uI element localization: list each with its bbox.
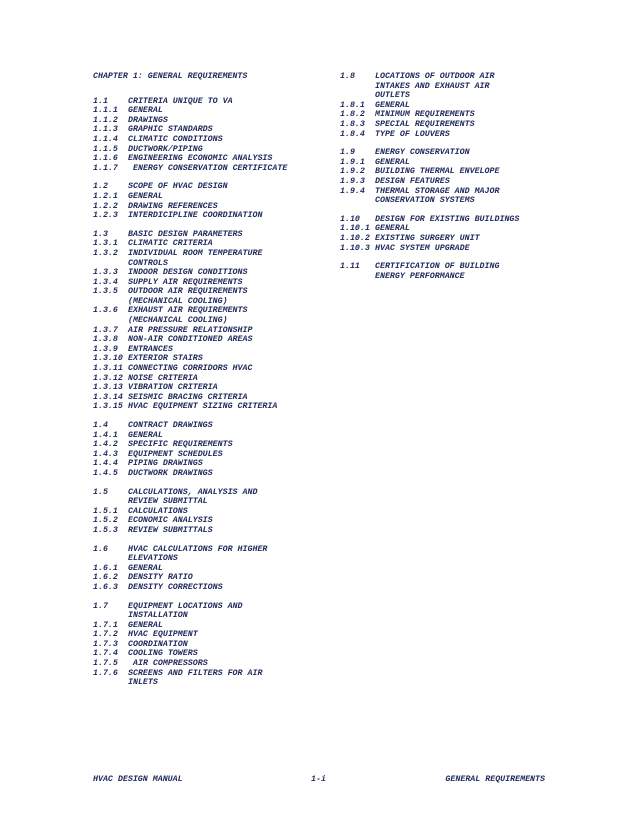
toc-section-title: ENERGY CONSERVATION [375,148,470,158]
toc-entry [93,116,325,126]
toc-entry-number: 1.10.1 [340,224,370,234]
toc-entry-number: 1.9.3 [340,176,365,186]
toc-entry [340,187,560,206]
toc-entry-title: INDOOR DESIGN CONDITIONS [128,268,248,278]
toc-section-heading [340,72,560,101]
toc-entry-number: 1.7.2 [93,630,118,640]
toc-section-number: 1.8 [340,72,355,81]
toc-left-sections [93,97,325,688]
toc-entry [93,278,325,288]
toc-section [340,148,560,206]
toc-entry-number: 1.8.3 [340,119,365,129]
toc-entry [340,101,560,111]
toc-section-title: CRITERIA UNIQUE TO VA [128,96,233,106]
toc-entry [93,459,325,469]
toc-entry-title: INTERDICIPLINE COORDINATION [128,211,263,221]
toc-entry-number: 1.6.3 [93,582,118,592]
chapter-title: CHAPTER 1: GENERAL REQUIREMENTS [93,72,248,81]
toc-section [340,72,560,139]
toc-entry-number: 1.3.13 [93,383,123,393]
toc-entry-title: THERMAL STORAGE AND MAJOR CONSERVATION SYSTEMS [375,186,500,206]
toc-section-title: BASIC DESIGN PARAMETERS [128,229,243,239]
toc-entry [93,516,325,526]
toc-entry [93,106,325,116]
toc-entry-number: 1.3.14 [93,392,123,402]
toc-entry-title: CLIMATIC CONDITIONS [128,134,223,144]
toc-section-title: CONTRACT DRAWINGS [128,421,213,430]
toc-entry [93,450,325,460]
toc-section-heading [93,488,325,507]
toc-section-number: 1.6 [93,544,108,554]
toc-section [93,230,325,412]
toc-entry-number: 1.4.3 [93,449,118,459]
toc-entry-number: 1.4.5 [93,468,118,478]
toc-entry [93,469,325,479]
toc-section-heading [93,602,325,621]
toc-entry [93,383,325,393]
toc-entry-title: COORDINATION [128,639,188,649]
toc-entry [93,440,325,450]
toc-entry [93,135,325,145]
toc-section-title: SCOPE OF HVAC DESIGN [128,182,228,192]
toc-entry [93,526,325,536]
toc-section [93,602,325,688]
toc-entry-number: 1.3.9 [93,344,118,354]
toc-entry-number: 1.1.7 [93,163,118,173]
toc-entry-title: NON-AIR CONDITIONED AREAS [128,335,253,345]
toc-entry-title: SEISMIC BRACING CRITERIA [128,392,248,402]
toc-entry-number: 1.3.1 [93,239,118,249]
toc-entry-title: AIR COMPRESSORS [128,659,208,669]
toc-entry [93,393,325,403]
toc-entry [93,621,325,631]
toc-entry [93,630,325,640]
toc-entry-title: SPECIAL REQUIREMENTS [375,119,475,129]
toc-entry-number: 1.5.1 [93,506,118,516]
toc-entry-title: GENERAL [375,157,410,167]
toc-entry-title: DENSITY RATIO [128,573,193,583]
toc-entry [340,234,560,244]
toc-section [93,97,325,174]
toc-entry-number: 1.2.3 [93,211,118,221]
toc-entry [93,354,325,364]
toc-entry [93,145,325,155]
toc-entry-number: 1.5.2 [93,516,118,526]
toc-entry-title: OUTDOOR AIR REQUIREMENTS (MECHANICAL COOLING) [128,287,248,306]
toc-entry-title: AIR PRESSURE RELATIONSHIP [128,325,253,335]
toc-entry-title: ECONOMIC ANALYSIS [128,516,213,526]
toc-entry [340,244,560,254]
footer-manual-title: HVAC DESIGN MANUAL [93,775,183,784]
toc-section-heading [340,148,560,158]
toc-entry-number: 1.9.1 [340,157,365,167]
toc-entry [93,364,325,374]
toc-entry-number: 1.2.1 [93,191,118,201]
toc-left-column [93,72,325,688]
toc-entry [93,659,325,669]
toc-entry-title: GENERAL [128,430,163,440]
toc-entry-number: 1.1.1 [93,106,118,116]
toc-entry-number: 1.3.7 [93,325,118,335]
footer-page-number: 1-i [311,775,326,784]
toc-entry-title: DUCTWORK/PIPING [128,144,203,154]
toc-entry [340,130,560,140]
toc-entry [93,202,325,212]
toc-entry-number: 1.1.3 [93,125,118,135]
toc-right-sections [340,72,560,281]
toc-section-number: 1.4 [93,421,108,430]
toc-entry-title: ENGINEERING ECONOMIC ANALYSIS [128,154,273,164]
toc-entry-title: EQUIPMENT SCHEDULES [128,449,223,459]
toc-entry-title: DENSITY CORRECTIONS [128,582,223,592]
toc-entry-title: CONNECTING CORRIDORS HVAC [128,364,253,374]
toc-entry-number: 1.4.2 [93,440,118,450]
toc-entry-title: DRAWING REFERENCES [128,201,218,211]
toc-entry [93,249,325,268]
toc-entry [340,110,560,120]
toc-entry-title: DESIGN FEATURES [375,176,450,186]
toc-entry [93,192,325,202]
toc-section [93,182,325,220]
toc-section [340,215,560,253]
toc-entry-number: 1.1.5 [93,144,118,154]
toc-entry [93,326,325,336]
toc-entry [93,669,325,688]
toc-entry-number: 1.1.2 [93,115,118,125]
toc-section-heading [93,97,325,107]
toc-entry-title: ENERGY CONSERVATION CERTIFICATE [128,163,288,173]
toc-entry-title: MINIMUM REQUIREMENTS [375,110,475,120]
toc-section-title: LOCATIONS OF OUTDOOR AIR INTAKES AND EXHAUST AIR OUTLETS [375,72,495,101]
toc-entry [93,335,325,345]
toc-entry [93,154,325,164]
toc-section-number: 1.11 [340,262,360,272]
toc-entry [93,431,325,441]
toc-section-number: 1.7 [93,601,108,611]
toc-entry-number: 1.6.1 [93,563,118,573]
toc-entry [340,224,560,234]
toc-entry-title: SCREENS AND FILTERS FOR AIR INLETS [128,668,263,688]
toc-entry-number: 1.7.3 [93,639,118,649]
toc-entry-title: DUCTWORK DRAWINGS [128,468,213,478]
toc-section-title: HVAC CALCULATIONS FOR HIGHER ELEVATIONS [128,544,268,564]
toc-entry-number: 1.3.2 [93,248,118,258]
toc-entry-number: 1.6.2 [93,573,118,583]
toc-section-heading [93,230,325,240]
toc-entry-number: 1.3.10 [93,354,123,364]
toc-entry-number: 1.4.4 [93,459,118,469]
toc-right-column [340,72,560,281]
toc-section [93,545,325,593]
toc-section-heading [93,421,325,431]
toc-entry-title: INDIVIDUAL ROOM TEMPERATURE CONTROLS [128,248,263,268]
toc-section-heading [340,262,560,281]
toc-entry-number: 1.9.4 [340,186,365,196]
page-footer [93,775,545,785]
toc-entry [340,158,560,168]
toc-entry-title: EXHAUST AIR REQUIREMENTS (MECHANICAL COOLING) [128,306,248,326]
toc-entry-number: 1.3.11 [93,364,123,374]
toc-entry-number: 1.1.6 [93,154,118,164]
toc-entry-title: TYPE OF LOUVERS [375,129,450,139]
toc-section-heading [93,545,325,564]
toc-entry [340,167,560,177]
toc-entry-title: REVIEW SUBMITTALS [128,525,213,535]
toc-entry-title: CLIMATIC CRITERIA [128,239,213,249]
toc-entry-title: GRAPHIC STANDARDS [128,125,213,135]
toc-section-title: CERTIFICATION OF BUILDING ENERGY PERFORMANCE [375,262,500,281]
toc-entry-number: 1.5.3 [93,525,118,535]
toc-entry-number: 1.3.5 [93,287,118,297]
toc-entry-title: COOLING TOWERS [128,649,198,659]
toc-entry [93,125,325,135]
toc-entry-number: 1.7.4 [93,649,118,659]
toc-entry-title: HVAC SYSTEM UPGRADE [375,243,470,253]
toc-entry-number: 1.3.6 [93,306,118,316]
toc-entry [93,268,325,278]
footer-chapter-title: GENERAL REQUIREMENTS [445,775,545,784]
toc-entry [93,345,325,355]
toc-entry-title: SUPPLY AIR REQUIREMENTS [128,277,243,287]
toc-entry-number: 1.8.4 [340,129,365,139]
toc-entry-title: PIPING DRAWINGS [128,459,203,469]
toc-entry-title: EXISTING SURGERY UNIT [375,233,480,243]
toc-entry-number: 1.3.4 [93,277,118,287]
toc-entry-number: 1.8.1 [340,100,365,110]
toc-entry [93,573,325,583]
toc-entry-title: SPECIFIC REQUIREMENTS [128,440,233,450]
toc-entry [93,564,325,574]
toc-entry-number: 1.8.2 [340,110,365,120]
toc-entry-title: EXTERIOR STAIRS [128,354,203,364]
toc-section-heading [340,215,560,225]
toc-section-number: 1.10 [340,214,360,224]
toc-entry [93,640,325,650]
toc-entry [93,583,325,593]
toc-entry-title: GENERAL [375,100,410,110]
toc-entry-title: GENERAL [375,224,410,234]
toc-entry-number: 1.2.2 [93,201,118,211]
toc-section-title: DESIGN FOR EXISTING BUILDINGS [375,214,520,224]
toc-entry-title: NOISE CRITERIA [128,373,198,383]
toc-entry [93,164,325,174]
toc-entry [93,649,325,659]
toc-section-number: 1.5 [93,487,108,497]
toc-section-title: EQUIPMENT LOCATIONS AND INSTALLATION [128,601,243,621]
toc-entry [93,287,325,306]
toc-section-heading [93,182,325,192]
toc-entry-title: VIBRATION CRITERIA [128,383,218,393]
toc-section [340,262,560,281]
toc-entry [93,374,325,384]
toc-entry-title: BUILDING THERMAL ENVELOPE [375,167,500,177]
toc-entry-title: DRAWINGS [128,115,168,125]
toc-entry-number: 1.10.3 [340,243,370,253]
toc-section-number: 1.2 [93,182,108,192]
toc-entry [93,211,325,221]
toc-entry-number: 1.1.4 [93,134,118,144]
toc-section-number: 1.9 [340,148,355,158]
toc-entry-number: 1.3.15 [93,402,123,412]
toc-entry-number: 1.10.2 [340,233,370,243]
toc-entry-title: HVAC EQUIPMENT [128,630,198,640]
toc-entry-number: 1.7.6 [93,668,118,678]
toc-entry-number: 1.3.12 [93,373,123,383]
toc-entry-number: 1.3.8 [93,335,118,345]
toc-entry [93,507,325,517]
toc-entry-number: 1.9.2 [340,167,365,177]
toc-entry-title: GENERAL [128,191,163,201]
toc-entry [93,402,325,412]
toc-section-number: 1.1 [93,96,108,106]
toc-entry-title: GENERAL [128,563,163,573]
toc-entry [93,239,325,249]
toc-entry-title: ENTRANCES [128,344,173,354]
toc-section [93,421,325,479]
toc-entry [340,120,560,130]
toc-section-title: CALCULATIONS, ANALYSIS AND REVIEW SUBMITTAL [128,487,258,507]
toc-entry [93,306,325,325]
toc-entry-title: CALCULATIONS [128,506,188,516]
toc-entry-number: 1.3.3 [93,268,118,278]
toc-entry [340,177,560,187]
toc-section [93,488,325,536]
toc-entry-title: GENERAL [128,620,163,630]
toc-entry-number: 1.7.1 [93,620,118,630]
toc-entry-title: HVAC EQUIPMENT SIZING CRITERIA [128,402,278,412]
toc-entry-number: 1.4.1 [93,430,118,440]
toc-section-number: 1.3 [93,229,108,239]
toc-entry-title: GENERAL [128,106,163,116]
toc-entry-number: 1.7.5 [93,659,118,669]
